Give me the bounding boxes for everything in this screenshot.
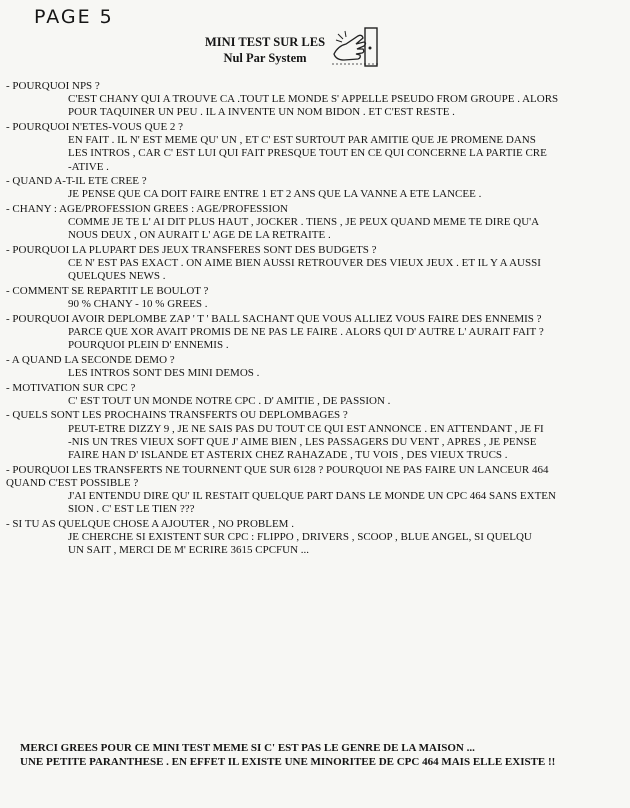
answer-line: JE CHERCHE SI EXISTENT SUR CPC : FLIPPO , DRIVERS , SCOOP , BLUE ANGEL, SI QUELQU [68,531,532,543]
question: - COMMENT SE REPARTIT LE BOULOT ? [6,285,209,297]
answer [68,367,622,380]
closing-line-1: MERCI GREES POUR CE MINI TEST MEME SI C' EST PAS LE GENRE DE LA MAISON ... [20,742,475,754]
answer [68,257,622,283]
question: - MOTIVATION SUR CPC ? [6,381,136,394]
answer-line: PARCE QUE XOR AVAIT PROMIS DE NE PAS LE FAIRE . ALORS QUI D' AUTRE L' AURAIT FAIT ? [68,326,544,338]
answer-line: C'EST CHANY QUI A TROUVE CA .TOUT LE MONDE S' APPELLE PSEUDO FROM GROUPE . ALORS [68,93,559,106]
question: - POURQUOI NPS ? [6,80,100,92]
answer [68,490,622,516]
question: - SI TU AS QUELQUE CHOSE A AJOUTER , NO PROBLEM . [6,517,294,530]
interview-body [6,80,622,559]
question: - POURQUOI LA PLUPART DES JEUX TRANSFERES SONT DES BUDGETS ? [6,244,377,256]
title-line-2: Nul Par System [223,51,307,65]
question-continued: QUAND C'EST POSSIBLE ? [6,476,139,489]
question: - POURQUOI N'ETES-VOUS QUE 2 ? [6,121,184,133]
qa-item [6,518,622,558]
answer-line: POURQUOI PLEIN D' ENNEMIS . [68,339,229,352]
qa-item [6,285,622,311]
answer [68,188,622,201]
answer-line: NOUS DEUX , ON AURAIT L' AGE DE LA RETRAITE . [68,229,331,242]
answer-line: -ATIVE . [68,160,109,173]
qa-item [6,354,622,380]
answer-line: CE N' EST PAS EXACT . ON AIME BIEN AUSSI RETROUVER DES VIEUX JEUX . ET IL Y A AUSSI [68,257,541,270]
qa-item [6,244,622,284]
page-number: PAGE 5 [34,6,114,28]
answer-line: PEUT-ETRE DIZZY 9 , JE NE SAIS PAS DU TOUT CE QUI EST ANNONCE . EN ATTENDANT , JE FI [68,422,544,435]
answer-line: QUELQUES NEWS . [68,270,166,283]
answer-line: FAIRE HAN D' ISLANDE ET ASTERIX CHEZ RAHAZADE , TU VOIS , DES VIEUX TRUCS . [68,449,508,461]
question: - QUELS SONT LES PROCHAINS TRANSFERTS OU DEPLOMBAGES ? [6,409,348,422]
answer-line: -NIS UN TRES VIEUX SOFT QUE J' AIME BIEN , LES PASSAGERS DU VENT , APRES , JE PENSE [68,435,537,448]
qa-item [6,409,622,462]
closing-note [20,742,620,769]
question: - POURQUOI AVOIR DEPLOMBE ZAP ' T ' BALL SACHANT QUE VOUS ALLIEZ VOUS FAIRE DES ENNEMIS ? [6,312,542,325]
question: - POURQUOI LES TRANSFERTS NE TOURNENT QUE SUR 6128 ? POURQUOI NE PAS FAIRE UN LANCEUR 464 [6,463,549,476]
answer-line: EN FAIT . IL N' EST MEME QU' UN , ET C' EST SURTOUT PAR AMITIE QUE JE PROMENE DANS [68,134,536,147]
qa-item [6,382,622,408]
answer-line: C' EST TOUT UN MONDE NOTRE CPC . D' AMITIE , DE PASSION . [68,394,391,407]
answer-line: LES INTROS SONT DES MINI DEMOS . [68,367,260,379]
answer-line: LES INTROS , CAR C' EST LUI QUI FAIT PRESQUE TOUT EN CE QUI CONCERNE LA PARTIE CRE [68,147,547,160]
answer [68,93,622,119]
answer-line: POUR TAQUINER UN PEU . IL A INVENTE UN NOM BIDON . ET C'EST RESTE . [68,106,455,119]
qa-item [6,203,622,243]
answer [68,423,622,463]
answer [68,298,622,311]
closing-line-2: UNE PETITE PARANTHESE . EN EFFET IL EXISTE UNE MINORITEE DE CPC 464 MAIS ELLE EXISTE !! [20,755,556,768]
question: - CHANY : AGE/PROFESSION GREES : AGE/PROFESSION [6,203,288,215]
answer-line: UN SAIT , MERCI DE M' ECRIRE 3615 CPCFUN ... [68,544,310,557]
answer [68,326,622,352]
qa-item [6,121,622,174]
answer-line: COMME JE TE L' AI DIT PLUS HAUT , JOCKER . TIENS , JE PEUX QUAND MEME TE DIRE QU'A [68,216,540,229]
page-title [200,34,330,66]
question: - QUAND A-T-IL ETE CREE ? [6,175,147,188]
qa-item [6,175,622,201]
answer [68,531,622,557]
qa-item [6,464,622,517]
qa-item [6,80,622,120]
answer [68,395,622,408]
hand-and-door-icon [330,24,382,72]
answer [68,134,622,174]
question: - A QUAND LA SECONDE DEMO ? [6,353,175,366]
answer-line: SION . C' EST LE TIEN ??? [68,503,195,516]
answer [68,216,622,242]
answer-line: J'AI ENTENDU DIRE QU' IL RESTAIT QUELQUE PART DANS LE MONDE UN CPC 464 SANS EXTEN [68,490,556,502]
answer-line: JE PENSE QUE CA DOIT FAIRE ENTRE 1 ET 2 ANS QUE LA VANNE A ETE LANCEE . [68,188,482,201]
title-line-1: MINI TEST SUR LES [204,35,326,49]
qa-item [6,313,622,353]
answer-line: 90 % CHANY - 10 % GREES . [68,298,208,311]
